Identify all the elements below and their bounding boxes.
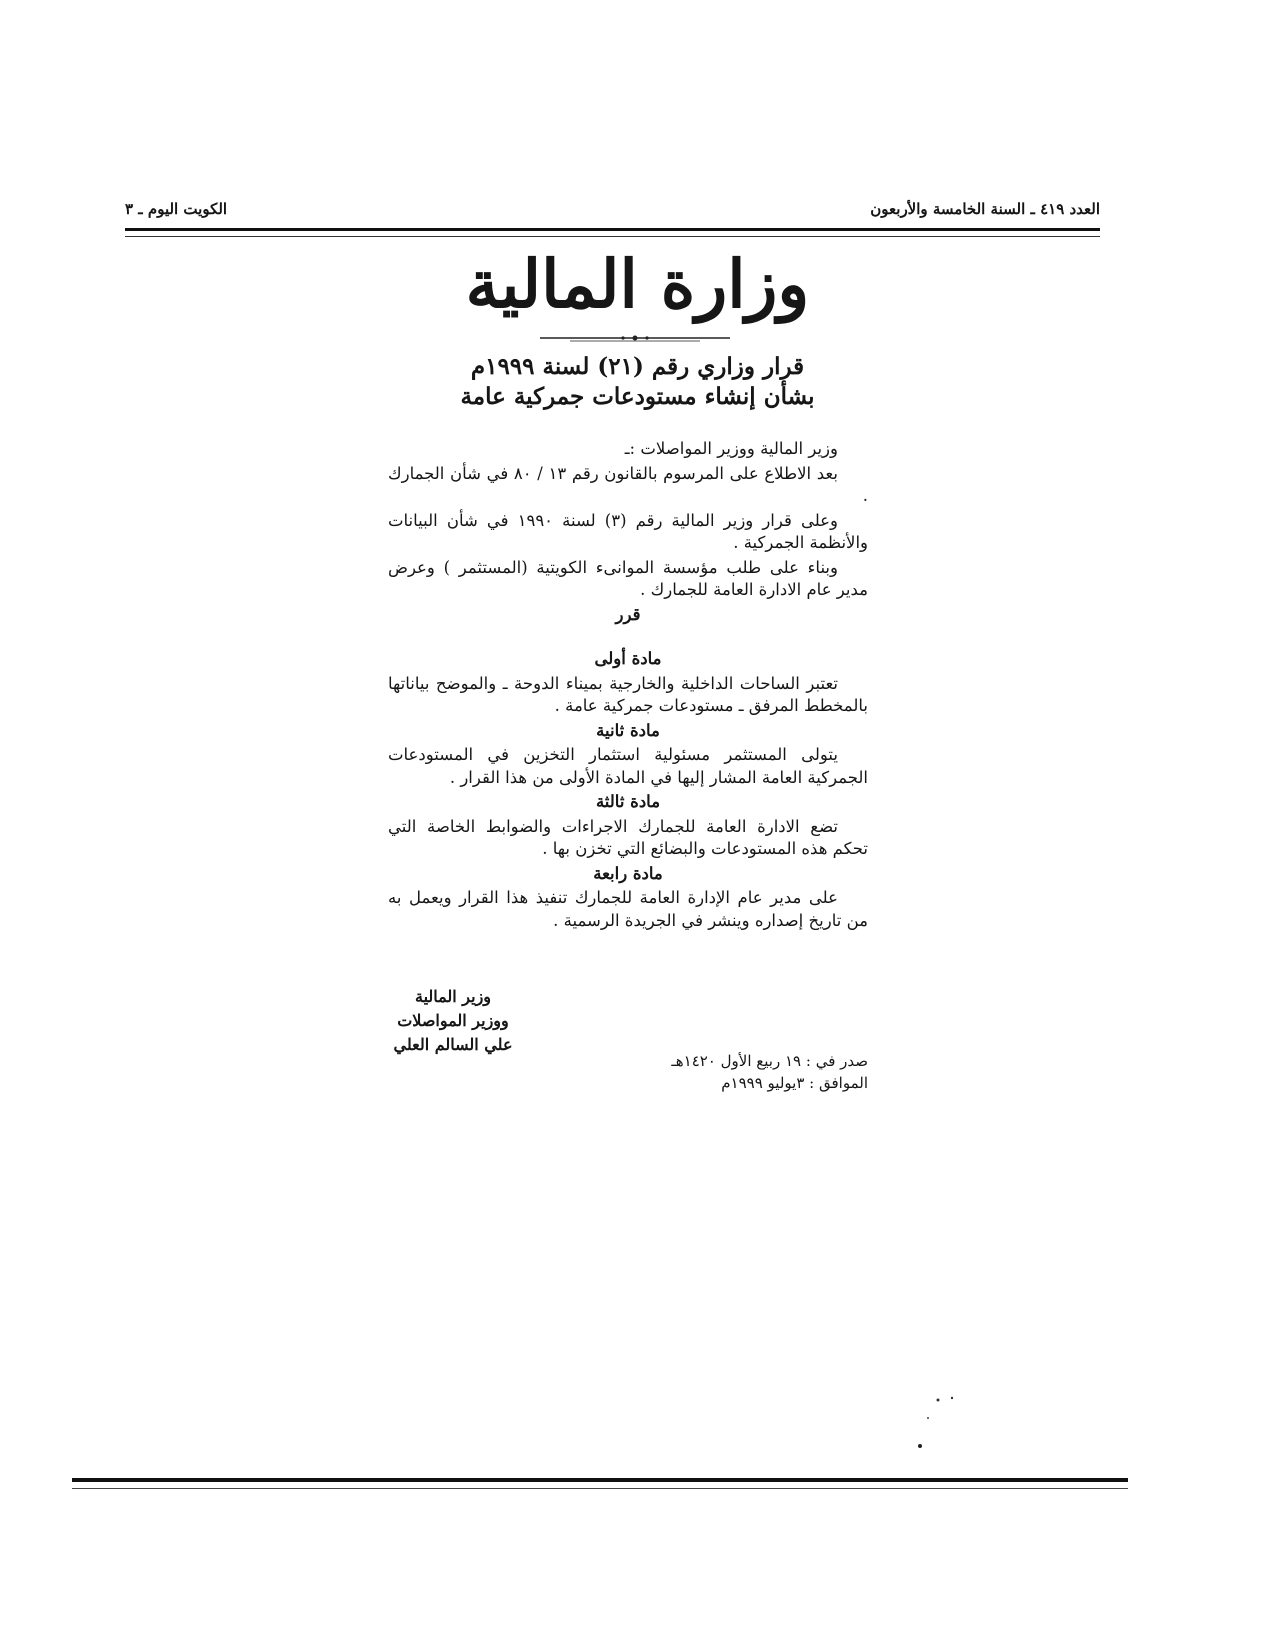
issue-number: العدد ٤١٩ ـ السنة الخامسة والأربعون [870, 200, 1100, 218]
preamble-paragraph: وعلى قرار وزير المالية رقم (٣) لسنة ١٩٩٠ في شأن البيانات والأنظمة الجمركية . [388, 510, 868, 552]
article-heading: مادة ثالثة [595, 792, 661, 811]
preamble-paragraph: وبناء على طلب مؤسسة الموانىء الكويتية (المستثمر ) وعرض مدير عام الادارة العامة للجمارك . [388, 557, 868, 599]
header-rule [125, 228, 1100, 231]
ornament-divider-icon [540, 332, 730, 344]
article-heading: مادة رابعة [593, 863, 663, 883]
article-heading: مادة ثانية [596, 720, 660, 740]
signature-title: ووزير المواصلات [397, 1011, 509, 1030]
preamble-paragraph: بعد الاطلاع على المرسوم بالقانون رقم ١٣ / ٨٠ في شأن الجمارك . [388, 463, 868, 505]
publication-name: الكويت اليوم ـ ٣ [125, 200, 228, 218]
gregorian-date: الموافق : ٣يوليو ١٩٩٩م [721, 1074, 868, 1092]
footer-rule-thin [72, 1488, 1128, 1489]
scan-specks-icon [900, 1380, 980, 1460]
decree-subject: بشأن إنشاء مستودعات جمركية عامة [460, 383, 815, 410]
ministry-title: وزارة المالية [465, 245, 810, 323]
article-text: تعتبر الساحات الداخلية والخارجية بميناء الدوحة ـ والموضح بياناتها بالمخطط المرفق ـ مستودعات جمركية عامة . [388, 673, 868, 715]
preamble-opening: وزير المالية ووزير المواصلات :ـ [624, 439, 838, 458]
article-text: على مدير عام الإدارة العامة للجمارك تنفيذ هذا القرار ويعمل به من تاريخ إصداره وينشر في الجريدة الرسمية . [388, 888, 868, 930]
header-rule-thin [125, 236, 1100, 237]
hijri-date: صدر في : ١٩ ربيع الأول ١٤٢٠هـ [671, 1052, 868, 1070]
decides-heading: قرر [615, 604, 641, 624]
signature-title: وزير المالية [414, 987, 492, 1006]
decree-title: قرار وزاري رقم (٢١) لسنة ١٩٩٩م [470, 353, 805, 380]
issue-date-block [620, 1050, 868, 1094]
decree-body [388, 438, 868, 934]
running-header [125, 200, 1100, 224]
footer-rule [72, 1478, 1128, 1482]
article-text: يتولى المستثمر مسئولية استثمار التخزين في المستودعات الجمركية العامة المشار إليها في المادة الأولى من هذا القرار . [388, 745, 868, 787]
signatory-name: علي السالم العلي [393, 1035, 513, 1054]
article-text: تضع الادارة العامة للجمارك الاجراءات والضوابط الخاصة التي تحكم هذه المستودعات والبضائع التي تخزن بها . [388, 816, 868, 858]
signature-block [388, 985, 518, 1057]
article-heading: مادة أولى [594, 649, 662, 668]
